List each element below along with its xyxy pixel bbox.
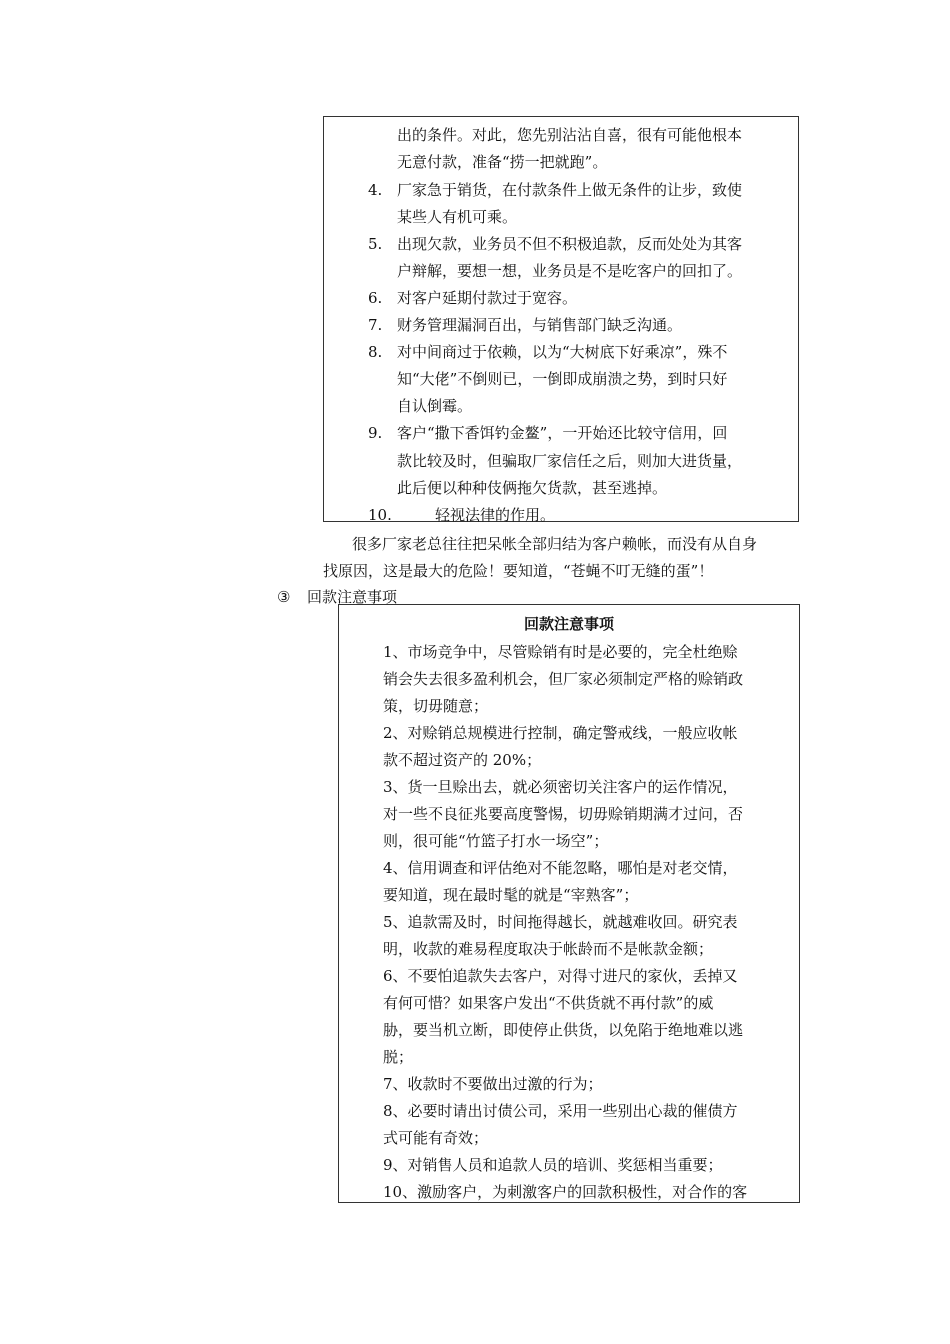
notes-line: 则，很可能“竹篮子打水一场空”； xyxy=(383,832,609,850)
section-marker: ③ xyxy=(277,588,291,606)
notes-line: 策，切毋随意； xyxy=(383,697,489,715)
notes-line: 7、收款时不要做出过激的行为； xyxy=(383,1075,603,1093)
notes-line: 6、不要怕追款失去客户，对得寸进尺的家伙，丢掉又 xyxy=(383,967,738,985)
notes-box xyxy=(338,604,800,1203)
notes-line: 销会失去很多盈利机会，但厂家必须制定严格的赊销政 xyxy=(383,670,744,688)
notes-line: 明，收款的难易程度取决于帐龄而不是帐款金额； xyxy=(383,940,714,958)
causes-line: 对客户延期付款过于宽容。 xyxy=(397,289,578,307)
causes-number: 5. xyxy=(368,235,383,253)
notes-line: 式可能有奇效； xyxy=(383,1129,489,1147)
causes-line: 款比较及时，但骗取厂家信任之后，则加大进货量， xyxy=(397,452,743,470)
section-title: 回款注意事项 xyxy=(307,588,398,606)
causes-line: 某些人有机可乘。 xyxy=(397,208,518,226)
causes-number: 8. xyxy=(368,343,383,361)
notes-line: 10、激励客户，为刺激客户的回款积极性，对合作的客 xyxy=(383,1183,748,1201)
causes-number: 7. xyxy=(368,316,383,334)
notes-line: 款不超过资产的 20%； xyxy=(383,751,542,769)
notes-line: 有何可惜？如果客户发出“不供货就不再付款”的威 xyxy=(383,994,714,1012)
notes-line: 1、市场竞争中，尽管赊销有时是必要的，完全杜绝赊 xyxy=(383,643,738,661)
causes-line: 对中间商过于依赖，以为“大树底下好乘凉”，殊不 xyxy=(397,343,728,361)
causes-number: 6. xyxy=(368,289,383,307)
notes-line: 5、追款需及时，时间拖得越长，就越难收回。研究表 xyxy=(383,913,738,931)
causes-number: 10. xyxy=(368,506,392,524)
causes-line: 户辩解，要想一想，业务员是不是吃客户的回扣了。 xyxy=(397,262,743,280)
body-paragraph-line: 很多厂家老总往往把呆帐全部归结为客户赖帐，而没有从自身 xyxy=(352,535,758,553)
causes-line: 轻视法律的作用。 xyxy=(435,506,556,524)
causes-line: 自认倒霉。 xyxy=(397,397,473,415)
notes-line: 4、信用调查和评估绝对不能忽略，哪怕是对老交情， xyxy=(383,859,738,877)
notes-line: 8、必要时请出讨债公司，采用一些别出心裁的催债方 xyxy=(383,1102,738,1120)
notes-line: 9、对销售人员和追款人员的培训、奖惩相当重要； xyxy=(383,1156,723,1174)
causes-line: 厂家急于销货，在付款条件上做无条件的让步，致使 xyxy=(397,181,743,199)
causes-box xyxy=(323,116,799,522)
notes-line: 胁，要当机立断，即使停止供货，以免陷于绝地难以逃 xyxy=(383,1021,744,1039)
causes-line: 出现欠款，业务员不但不积极追款，反而处处为其客 xyxy=(397,235,743,253)
causes-line: 财务管理漏洞百出，与销售部门缺乏沟通。 xyxy=(397,316,683,334)
notes-line: 对一些不良征兆要高度警惕，切毋赊销期满才过问，否 xyxy=(383,805,744,823)
causes-line: 此后便以种种伎俩拖欠货款，甚至逃掉。 xyxy=(397,479,668,497)
notes-line: 要知道，现在最时髦的就是“宰熟客”； xyxy=(383,886,639,904)
causes-number: 9. xyxy=(368,424,383,442)
notes-line: 脱； xyxy=(383,1048,414,1066)
notes-line: 3、货一旦赊出去，就必须密切关注客户的运作情况， xyxy=(383,778,738,796)
causes-line: 客户“撒下香饵钓金鳌”，一开始还比较守信用，回 xyxy=(397,424,728,442)
causes-line: 出的条件。对此，您先别沾沾自喜，很有可能他根本 xyxy=(397,126,743,144)
causes-number: 4. xyxy=(368,181,383,199)
body-paragraph-line: 找原因，这是最大的危险！要知道，“苍蝇不叮无缝的蛋”！ xyxy=(323,562,714,580)
causes-line: 知“大佬”不倒则已，一倒即成崩溃之势，到时只好 xyxy=(397,370,728,388)
notes-box-title: 回款注意事项 xyxy=(523,615,614,633)
causes-line: 无意付款，准备“捞一把就跑”。 xyxy=(397,153,608,171)
notes-line: 2、对赊销总规模进行控制，确定警戒线，一般应收帐 xyxy=(383,724,738,742)
